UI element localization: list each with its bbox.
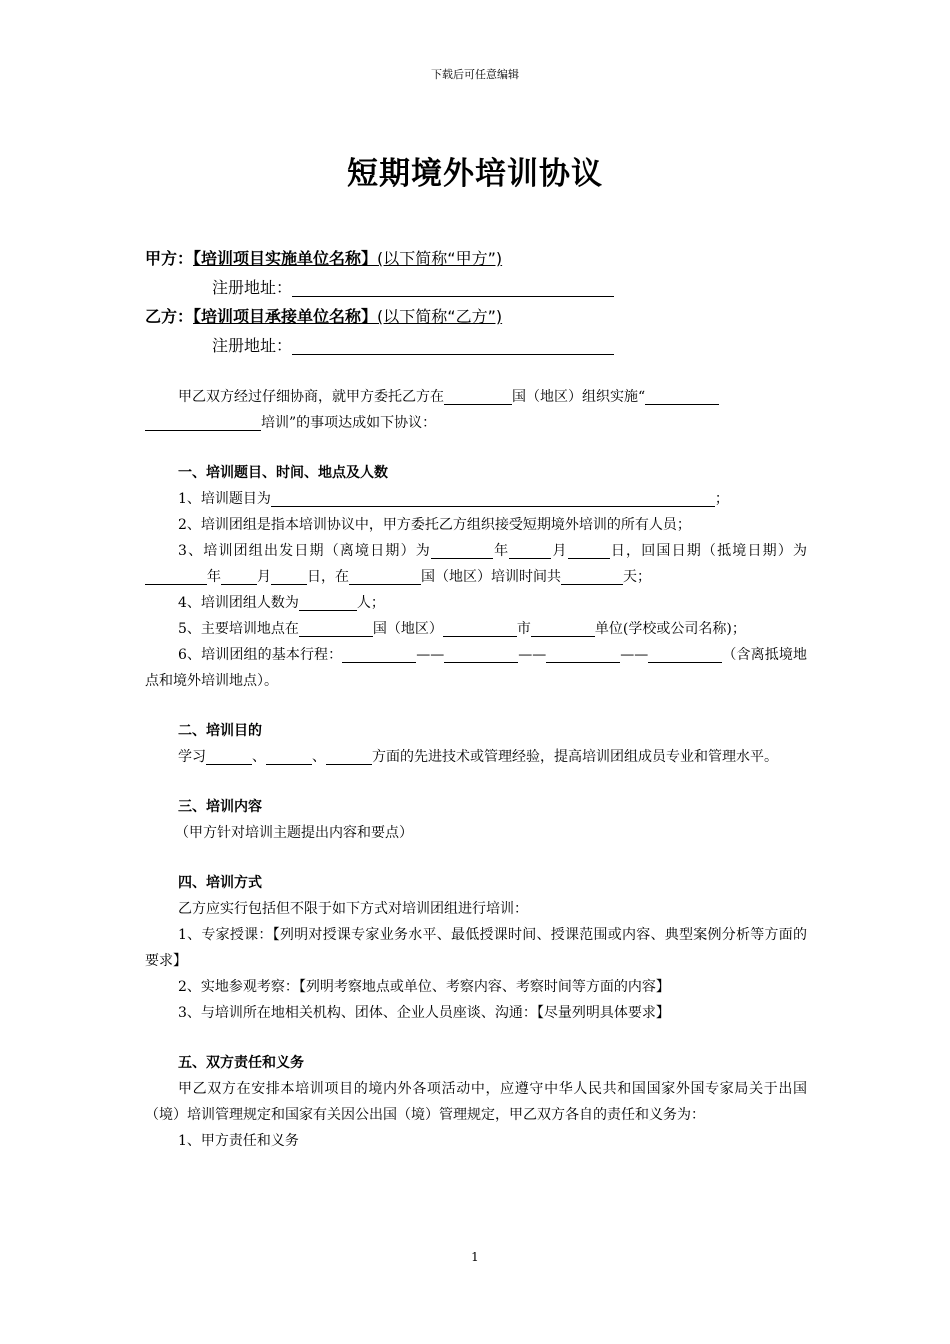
location-country-blank[interactable] (299, 621, 373, 637)
s3-text: （甲方针对培训主题提出内容和要点） (175, 825, 413, 841)
s4-item-3: 3、与培训所在地相关机构、团体、企业人员座谈、沟通：【尽量列明具体要求】 (178, 1005, 670, 1021)
s1-item-4-end: 人； (356, 595, 385, 611)
year-label: 年 (207, 569, 221, 585)
location-unit-blank[interactable] (531, 621, 595, 637)
intro-text-2: 国（地区）组织实施“ (512, 389, 646, 405)
s1-item-4-text: 4、培训团组人数为 (178, 595, 299, 611)
party-b (145, 304, 502, 327)
s1-item-5-text: 5、主要培训地点在 (178, 621, 299, 637)
depart-year-blank[interactable] (431, 543, 493, 559)
s1-item-2: 2、培训团组是指本培训协议中，甲方委托乙方组织接受短期境外培训的所有人员； (178, 517, 691, 533)
s1-item-5-country: 国（地区） (372, 621, 443, 637)
s1-item-4 (145, 590, 807, 616)
month-label: 月 (257, 569, 271, 585)
month-label: 月 (551, 543, 568, 559)
document-title: 短期境外培训协议 (347, 156, 603, 192)
section-5-title: 五、双方责任和义务 (178, 1055, 304, 1071)
dash: —— (416, 647, 445, 663)
separator: 、 (312, 749, 326, 765)
s1-item-3 (145, 538, 807, 590)
s2-text (145, 744, 807, 770)
training-country-blank[interactable] (349, 569, 421, 585)
s1-item-5-city: 市 (516, 621, 531, 637)
dash: —— (518, 647, 547, 663)
s1-item-1 (145, 486, 807, 512)
s1-item-1-text: 1、培训题目为 (178, 491, 271, 507)
agreement-body (145, 384, 807, 1154)
page-number: 1 (471, 1250, 479, 1264)
training-name-blank-2[interactable] (145, 415, 261, 431)
s1-item-5-end: 单位(学校或公司名称)； (594, 621, 746, 637)
intro-text-1: 甲乙双方经过仔细协商，就甲方委托乙方在 (178, 389, 444, 405)
section-4-title: 四、培训方式 (178, 875, 262, 891)
s1-item-3-duration: 国（地区）培训时间共 (421, 569, 561, 585)
party-b-address-label: 注册地址： (212, 336, 293, 355)
party-a-label: 甲方： (145, 249, 194, 268)
s1-item-3-end: 天； (623, 569, 651, 585)
day-label: 日 (609, 543, 627, 559)
s1-item-6 (145, 642, 807, 694)
party-a (145, 246, 502, 269)
separator: 、 (252, 749, 266, 765)
training-name-blank[interactable] (645, 389, 719, 405)
party-a-abbr: (以下简称“甲方”) (377, 249, 503, 268)
s1-item-6-text: 6、培训团组的基本行程： (178, 647, 343, 663)
s4-item-2: 2、实地参观考察：【列明考察地点或单位、考察内容、考察时间等方面的内容】 (178, 979, 670, 995)
s4-intro: 乙方应实行包括但不限于如下方式对培训团组进行培训： (178, 901, 528, 917)
itinerary-blank-4[interactable] (648, 647, 722, 663)
s2-learn: 学习 (178, 749, 206, 765)
training-topic-blank[interactable] (271, 491, 715, 507)
training-days-blank[interactable] (561, 569, 623, 585)
country-blank[interactable] (444, 389, 512, 405)
s5-text: 甲乙双方在安排本培训项目的境内外各项活动中，应遵守中华人民共和国国家外国专家局关于出国（境）培训管理规定和国家有关因公出国（境）管理规定，甲乙双方各自的责任和义务为： (145, 1081, 807, 1123)
s1-item-3-text: 3、培训团组出发日期（离境日期）为 (178, 543, 431, 559)
section-1-title: 一、培训题目、时间、地点及人数 (178, 465, 388, 481)
intro-text-3: 培训”的事项达成如下协议： (261, 415, 437, 431)
party-a-address-blank[interactable] (292, 280, 614, 297)
intro-paragraph (145, 384, 807, 436)
s1-item-3-in: ，在 (321, 569, 349, 585)
purpose-blank-1[interactable] (206, 749, 252, 765)
return-year-blank[interactable] (145, 569, 207, 585)
itinerary-blank-2[interactable] (444, 647, 518, 663)
return-day-blank[interactable] (271, 569, 307, 585)
section-2-title: 二、培训目的 (178, 723, 262, 739)
group-size-blank[interactable] (299, 595, 357, 611)
purpose-blank-3[interactable] (326, 749, 372, 765)
s5-item-1: 1、甲方责任和义务 (178, 1133, 299, 1149)
s1-item-3-return: ，回国日期（抵境日期）为 (626, 543, 808, 559)
itinerary-blank-1[interactable] (342, 647, 416, 663)
party-a-address (212, 275, 614, 298)
party-b-label: 乙方： (145, 307, 194, 326)
purpose-blank-2[interactable] (266, 749, 312, 765)
s4-item-1: 1、专家授课：【列明对授课专家业务水平、最低授课时间、授课范围或内容、典型案例分析等方面的要求】 (145, 927, 807, 969)
return-month-blank[interactable] (221, 569, 257, 585)
dash: —— (620, 647, 649, 663)
day-label: 日 (307, 569, 321, 585)
section-3-title: 三、培训内容 (178, 799, 262, 815)
party-b-name: 【培训项目承接单位名称】 (193, 307, 378, 326)
s1-item-5 (145, 616, 807, 642)
party-b-abbr: (以下简称“乙方”) (377, 307, 503, 326)
s1-item-1-end: ； (714, 491, 729, 507)
itinerary-blank-3[interactable] (546, 647, 620, 663)
depart-day-blank[interactable] (568, 543, 610, 559)
party-b-address-blank[interactable] (292, 338, 614, 355)
party-a-address-label: 注册地址： (212, 278, 293, 297)
s1-item-6-end: （含离抵境地点和境外培训地点）。 (145, 647, 807, 689)
s2-rest: 方面的先进技术或管理经验，提高培训团组成员专业和管理水平。 (372, 749, 778, 765)
location-city-blank[interactable] (443, 621, 517, 637)
year-label: 年 (492, 543, 510, 559)
party-b-address (212, 333, 614, 356)
party-a-name: 【培训项目实施单位名称】 (193, 249, 378, 268)
depart-month-blank[interactable] (509, 543, 551, 559)
header-note: 下载后可任意编辑 (431, 68, 519, 81)
